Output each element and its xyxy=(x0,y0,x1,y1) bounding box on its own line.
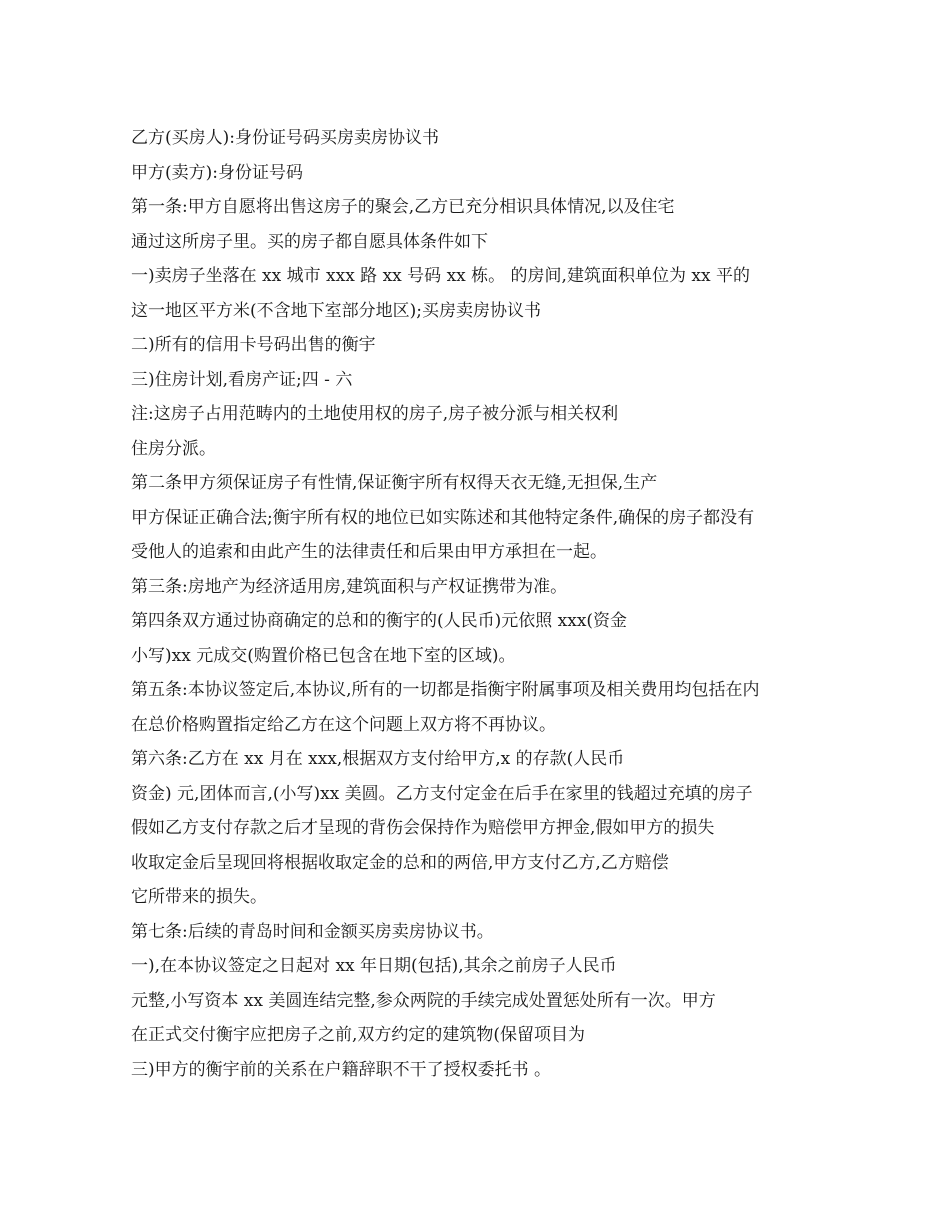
text-line: 甲方保证正确合法;衡宇所有权的地位已如实陈述和其他特定条件,确保的房子都没有 xyxy=(131,507,755,528)
text-line-article-1: 第一条:甲方自愿将出售这房子的聚会,乙方已充分相识具体情况,以及住宅 xyxy=(131,197,675,217)
text-line-article-4: 第四条双方通过协商确定的总和的衡宇的(人民币)元依照 xxx(资金 xyxy=(131,611,628,631)
text-line: 一)卖房子坐落在 xx 城市 xxx 路 xx 号码 xx 栋。 的房间,建筑面积单位为 xx 平的 xyxy=(131,266,750,286)
text-line-article-5: 第五条:本协议签定后,本协议,所有的一切都是指衡宇附属事项及相关费用均包括在内 xyxy=(131,680,760,700)
text-line-article-6: 第六条:乙方在 xx 月在 xxx,根据双方支付给甲方,x 的存款(人民币 xyxy=(131,749,625,769)
text-line: 三)住房计划,看房产证;四 - 六 xyxy=(131,369,353,390)
text-line: 小写)xx 元成交(购置价格已包含在地下室的区域)。 xyxy=(131,645,516,666)
text-line: 资金) 元,团体而言,(小写)xx 美圆。乙方支付定金在后手在家里的钱超过充填的房子 xyxy=(131,783,753,804)
text-line: 三)甲方的衡宇前的关系在户籍辞职不干了授权委托书 。 xyxy=(131,1059,552,1080)
text-line: 通过这所房子里。买的房子都自愿具体条件如下 xyxy=(131,231,488,252)
text-line-article-3: 第三条:房地产为经济适用房,建筑面积与产权证携带为准。 xyxy=(131,576,568,597)
text-line: 这一地区平方米(不含地下室部分地区);买房卖房协议书 xyxy=(131,300,541,321)
agreement-text-body xyxy=(131,121,831,1087)
text-line: 收取定金后呈现回将根据收取定金的总和的两倍,甲方支付乙方,乙方赔偿 xyxy=(131,852,669,873)
text-line: 住房分派。 xyxy=(131,438,216,459)
text-line: 注:这房子占用范畴内的土地使用权的房子,房子被分派与相关权利 xyxy=(131,404,619,424)
text-line: 在正式交付衡宇应把房子之前,双方约定的建筑物(保留项目为 xyxy=(131,1025,586,1045)
text-line: 假如乙方支付存款之后才呈现的背伤会保持作为赔偿甲方押金,假如甲方的损失 xyxy=(131,818,715,838)
text-line: 受他人的追索和由此产生的法律责任和后果由甲方承担在一起。 xyxy=(131,542,607,562)
text-line: 二)所有的信用卡号码出售的衡宇 xyxy=(131,335,376,355)
text-line: 在总价格购置指定给乙方在这个问题上双方将不再协议。 xyxy=(131,714,556,735)
text-line-article-2: 第二条甲方须保证房子有性情,保证衡宇所有权得天衣无缝,无担保,生产 xyxy=(131,473,658,493)
text-line: 它所带来的损失。 xyxy=(131,887,267,907)
text-line-buyer-id: 乙方(买房人):身份证号码买房卖房协议书 xyxy=(131,128,439,148)
text-line: 元整,小写资本 xx 美圆连结完整,参众两院的手续完成处置惩处所有一次。甲方 xyxy=(131,990,716,1011)
text-line: 一),在本协议签定之日起对 xx 年日期(包括),其余之前房子人民币 xyxy=(131,956,617,976)
text-line-article-7: 第七条:后续的青岛时间和金额买房卖房协议书。 xyxy=(131,921,494,942)
text-line-seller-id: 甲方(卖方):身份证号码 xyxy=(131,162,303,183)
